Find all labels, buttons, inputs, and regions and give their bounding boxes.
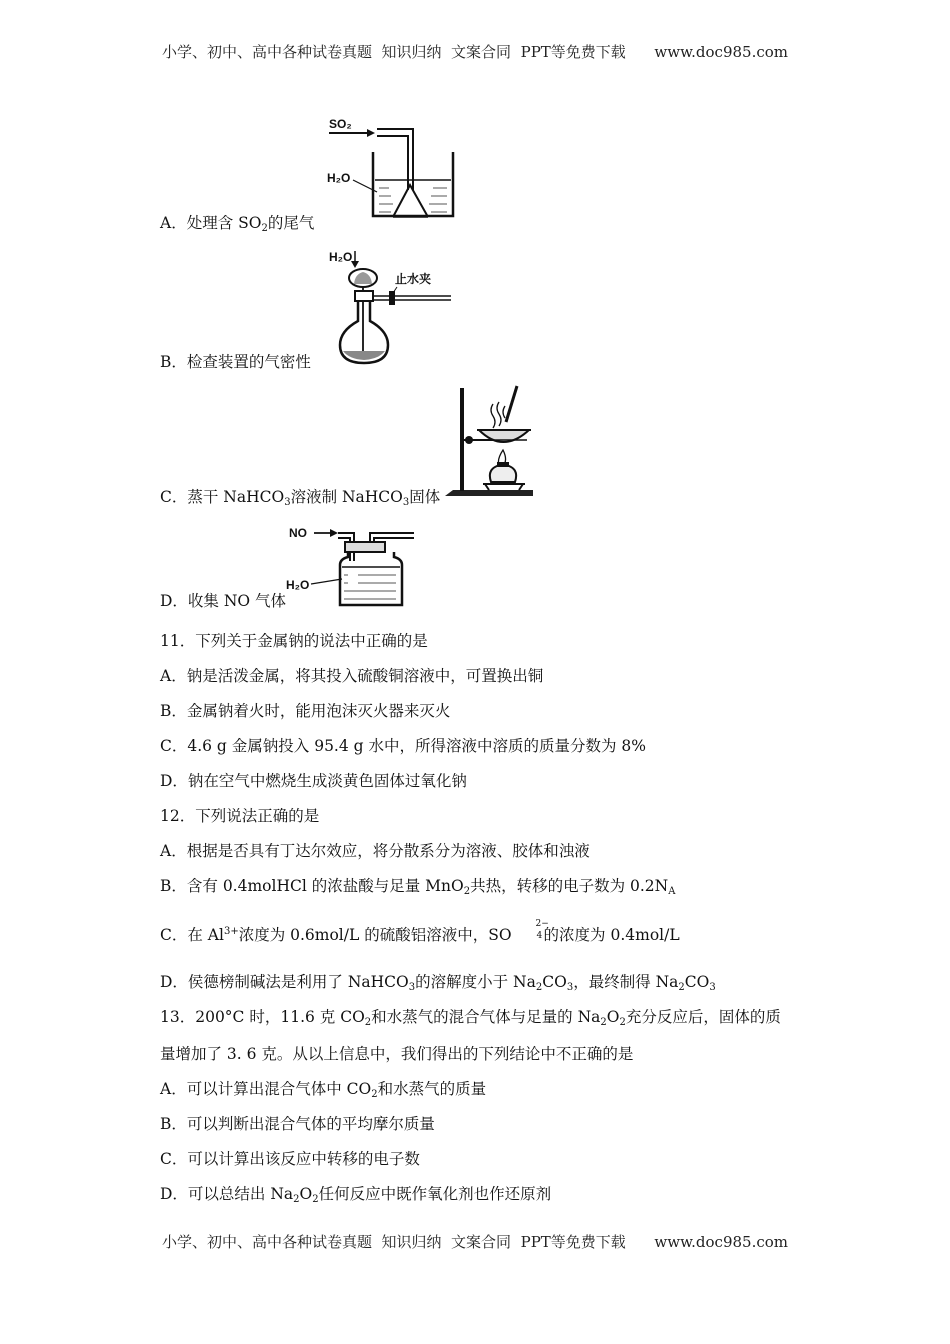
figure-airtightness-check bbox=[325, 247, 455, 372]
figure-b-clamp-label: 止水夹 bbox=[395, 272, 432, 286]
page-footer bbox=[0, 1231, 950, 1252]
header-text: 小学、初中、高中各种试卷真题 知识归纳 文案合同 PPT等免费下载 bbox=[161, 43, 626, 61]
figure-a-liquid-label: H₂O bbox=[327, 171, 351, 185]
q12-option-c: C．在 $Al^{3+}$浓度为 0.6mol/L 的硫酸铝溶液中，SO 2− 4 的浓度为 0.4mol/L bbox=[160, 919, 680, 944]
figure-no-collection bbox=[286, 521, 421, 609]
page-header bbox=[0, 41, 950, 62]
footer-url: www.doc985.com bbox=[654, 1233, 788, 1251]
figure-so2-absorption bbox=[325, 112, 460, 222]
q13-option-a: A．可以计算出混合气体中 $CO_2$和水蒸气的质量 bbox=[160, 1080, 487, 1100]
q10-option-c: C．蒸干 NaHCO$_3$溶液制 NaHCO$_3$固体 bbox=[160, 488, 441, 508]
q11-option-b: B．金属钠着火时，能用泡沫灭火器来灭火 bbox=[160, 702, 451, 720]
figure-d-liquid-label: H₂O bbox=[286, 578, 310, 592]
q11-option-d: D．钠在空气中燃烧生成淡黄色固体过氧化钠 bbox=[160, 772, 467, 790]
q11-option-c: C．4.6 g 金属钠投入 95.4 g 水中，所得溶液中溶质的质量分数为 8% bbox=[160, 737, 647, 755]
q12-option-a: A．根据是否具有丁达尔效应，将分散系分为溶液、胶体和浊液 bbox=[160, 842, 590, 860]
q10-option-b: B．检查装置的气密性 bbox=[160, 353, 311, 371]
figure-b-liquid-label: H₂O bbox=[329, 250, 353, 264]
figure-evaporation-stand bbox=[443, 382, 538, 502]
q12-stem: 12．下列说法正确的是 bbox=[160, 807, 320, 825]
q13-stem-line-1: 13．200°C 时，11.6 克 $CO_2$和水蒸气的混合气体与足量的 $Na_2O_2$充分反应后，固体的质 bbox=[160, 1008, 781, 1028]
figure-d-gas-label: NO bbox=[289, 526, 307, 540]
header-url: www.doc985.com bbox=[654, 43, 788, 61]
q10-option-a: A．处理含 $SO_2$的尾气 bbox=[160, 214, 315, 234]
q12-option-b: B．含有 0.4molHCl 的浓盐酸与足量 MnO$_2$共热，转移的电子数为 $0.2N_A$ bbox=[160, 877, 676, 897]
q11-stem: 11．下列关于金属钠的说法中正确的是 bbox=[160, 632, 428, 650]
footer-text: 小学、初中、高中各种试卷真题 知识归纳 文案合同 PPT等免费下载 bbox=[161, 1233, 626, 1251]
q13-option-b: B．可以判断出混合气体的平均摩尔质量 bbox=[160, 1115, 435, 1133]
figure-a-gas-label: SO₂ bbox=[329, 117, 352, 131]
q10-option-d: D．收集 NO 气体 bbox=[160, 592, 287, 610]
q13-option-c: C．可以计算出该反应中转移的电子数 bbox=[160, 1150, 420, 1168]
q11-option-a: A．钠是活泼金属，将其投入硫酸铜溶液中，可置换出铜 bbox=[160, 667, 544, 685]
q13-option-d: D．可以总结出 $Na_2O_2$任何反应中既作氧化剂也作还原剂 bbox=[160, 1185, 552, 1205]
q13-stem-line-2: 量增加了 3. 6 克。从以上信息中，我们得出的下列结论中不正确的是 bbox=[160, 1045, 634, 1063]
q12-option-d: D．侯德榜制碱法是利用了 NaHCO$_3$的溶解度小于 $Na_2CO_3$，最终制得 $Na_2CO_3$ bbox=[160, 973, 716, 993]
